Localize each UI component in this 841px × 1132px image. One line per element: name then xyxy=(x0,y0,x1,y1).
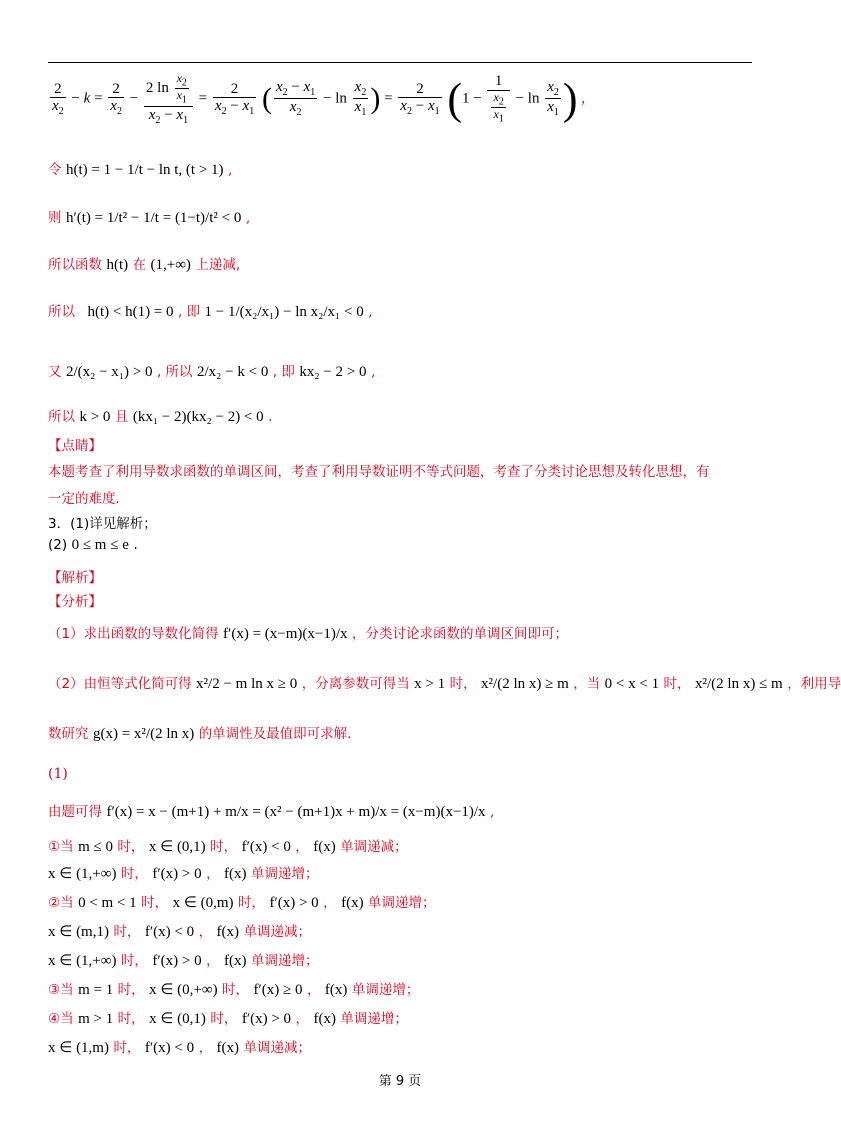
case-2: ②当 0 < m < 1 时， x ∈ (0,m) 时， f′(x) > 0 ， f(x) 单调递增； xyxy=(48,895,436,911)
header-rule xyxy=(48,62,752,63)
dianjing-text-1: 本题考查了利用导数求函数的单调区间，考查了利用导数证明不等式问题，考查了分类讨论思想及转化思想，有 xyxy=(48,464,710,480)
line-7: 所以 k > 0 且 (kx₁ − 2)(kx₂ − 2) < 0 . xyxy=(48,409,273,425)
line1-tail: , xyxy=(581,90,586,107)
line-6: 又 2/(x₂ − x₁) > 0 , 所以 2/x₂ − k < 0 , 即 kx₂ − 2 > 0 , xyxy=(48,364,376,380)
equation-line-1: $\frac{2}{x_2}$ − k = $\frac{2}{x_2}$ − 2 ln $\frac{x_2}{x_1}$ $x_2 - x_1$ = $\frac{2}{x_2 - x_1}$ ( $\frac{x_2 - x_1}{x_2}$ − ln $\frac{x_2}{x_1}$ ) = $\frac{2}{x_2 - x_1}$ (1 − $\frac{1}{\frac{x_2}{x_1}}$ − ln $\frac{x_2}{x_1}$ ) , xyxy=(52,71,586,126)
analysis-3: 数研究 g(x) = x²/(2 ln x) 的单调性及最值即可求解. xyxy=(48,726,352,742)
derivative-line: 由题可得 f′(x) = x − (m+1) + m/x = (x² − (m+1)x + m)/x = (x−m)(x−1)/x , xyxy=(48,804,495,820)
part-1-label: (1) xyxy=(48,766,68,782)
case-1: ①当 m ≤ 0 时， x ∈ (0,1) 时， f′(x) < 0 ， f(x) 单调递减； xyxy=(48,839,408,855)
line-2: 令 h(t) = 1 − 1/t − ln t, (t > 1) , xyxy=(48,162,233,178)
q3-answer-2: (2) 0 ≤ m ≤ e . xyxy=(48,537,138,553)
math-h-derivative: h′(t) = 1/t² − 1/t = (1−t)/t² < 0 xyxy=(65,210,242,226)
line-5: 所以 h(t) < h(1) = 0 , 即 1 − 1/(x₂/x₁) − ln x₂/x₁ < 0 , xyxy=(48,304,373,320)
case-1b: x ∈ (1,+∞) 时， f′(x) > 0 ， f(x) 单调递增； xyxy=(48,866,319,882)
line-4: 所以函数 h(t) 在 (1,+∞) 上递减, xyxy=(48,257,241,273)
case-4: ④当 m > 1 时， x ∈ (0,1) 时， f′(x) > 0 ， f(x) 单调递增； xyxy=(48,1011,408,1027)
analysis-1: （1）求出函数的导数化简得 f′(x) = (x−m)(x−1)/x ，分类讨论求函数的单调区间即可； xyxy=(48,626,568,642)
case-4b: x ∈ (1,m) 时， f′(x) < 0 ， f(x) 单调递减； xyxy=(48,1040,311,1056)
jiexi-heading: 【解析】 xyxy=(48,570,102,586)
analysis-2: （2）由恒等式化简可得 x²/2 − m ln x ≥ 0 ，分离参数可得当 x > 1 时， x²/(2 ln x) ≥ m ，当 0 < x < 1 时， x²/(2 ln x) ≤ m ，利用导 xyxy=(48,676,841,692)
line-3: 则 h′(t) = 1/t² − 1/t = (1−t)/t² < 0 , xyxy=(48,210,251,226)
page-number: 第 9 页 xyxy=(378,1074,422,1089)
fenxi-heading: 【分析】 xyxy=(48,594,102,610)
case-2b: x ∈ (m,1) 时， f′(x) < 0 ， f(x) 单调递减； xyxy=(48,924,311,940)
dianjing-text-2: 一定的难度. xyxy=(48,491,120,507)
dianjing-heading: 【点睛】 xyxy=(48,438,102,454)
case-3: ③当 m = 1 时， x ∈ (0,+∞) 时， f′(x) ≥ 0 ， f(x) 单调递增； xyxy=(48,982,420,998)
q3-answer-1: 3．(1)详见解析； xyxy=(48,516,157,532)
math-h-def: h(t) = 1 − 1/t − ln t, (t > 1) xyxy=(65,162,224,178)
case-2c: x ∈ (1,+∞) 时， f′(x) > 0 ， f(x) 单调递增； xyxy=(48,953,319,969)
